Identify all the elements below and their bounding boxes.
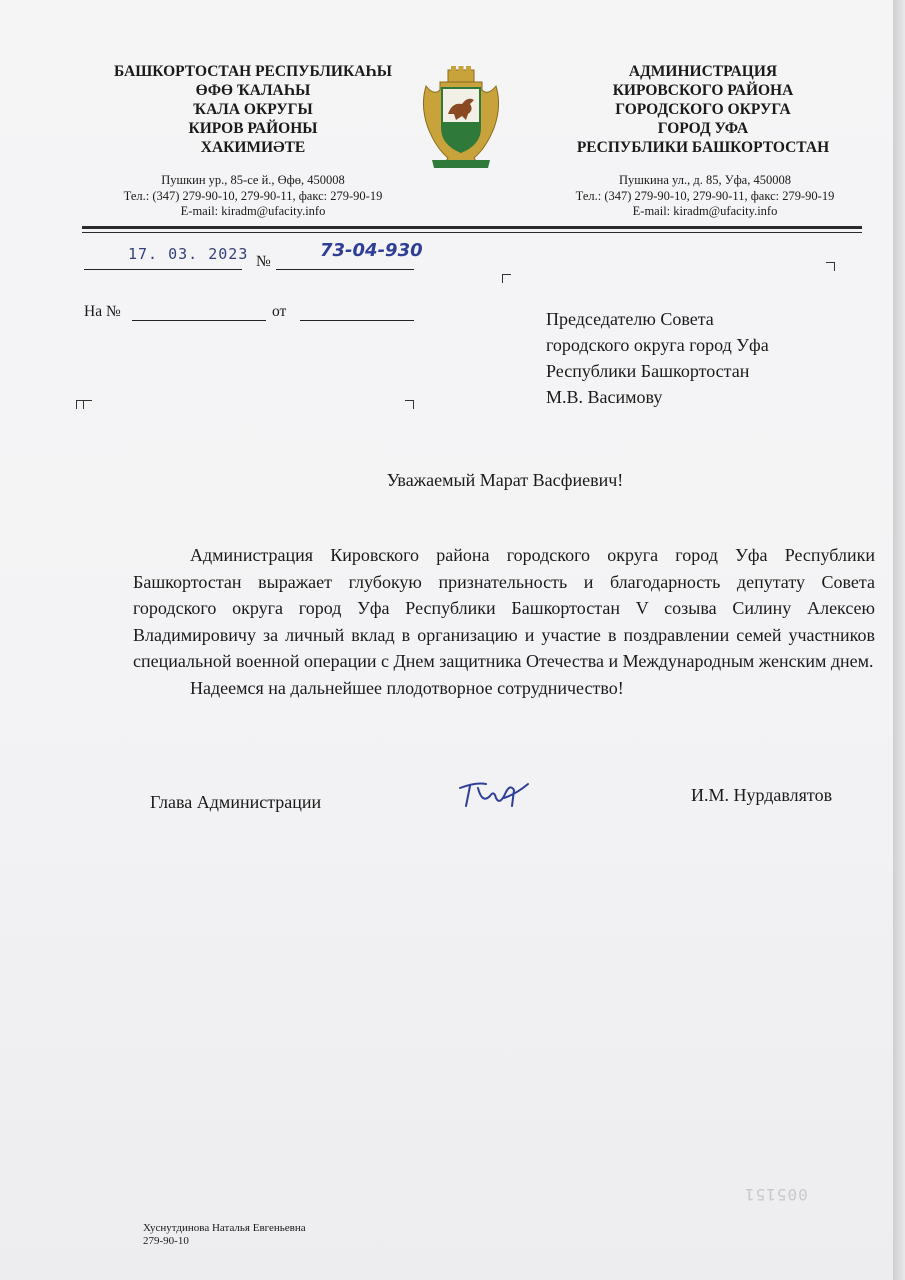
header-right-line: ГОРОД УФА [657,120,749,137]
address-line: E-mail: kiradm@ufacity.info [180,204,326,218]
date-underline [84,269,242,270]
address-line: Пушкин ур., 85-се й., Өфө, 450008 [161,173,345,187]
address-russian [538,173,872,220]
executor-name: Хуснутдинова Наталья Евгеньевна [143,1222,306,1234]
paper-edge [893,0,905,1280]
address-line: Тел.: (347) 279-90-10, 279-90-11, факс: 279-90-19 [575,188,835,203]
header-left-line: ӨФӨ ҠАЛАҺЫ [195,82,311,99]
body-paragraph: Надеемся на дальнейшее плодотворное сотрудничество! [190,677,624,698]
number-label: № [256,253,271,270]
header-left-line: ҠАЛА ОКРУГЫ [193,101,313,118]
recipient-line: городского округа город Уфа [546,335,769,355]
header-left-line: КИРОВ РАЙОНЫ [188,120,318,137]
header-divider-thin [82,232,862,233]
recipient-line: Председателю Совета [546,309,714,329]
recipient-line: Республики Башкортостан [546,361,750,381]
header-right-line: АДМИНИСТРАЦИЯ [628,63,778,80]
header-divider-thick [82,226,862,229]
reference-date-label: от [272,303,287,320]
page-mark: 005151 [744,1185,808,1204]
subject-bracket-right [405,400,414,409]
ufa-coat-of-arms-emblem [418,66,504,170]
recipient-line: М.В. Васимову [546,387,663,407]
recipient-block [546,306,769,410]
signatory-name: И.М. Нурдавлятов [691,785,833,805]
executor-phone: 279-90-10 [143,1235,189,1247]
header-right-line: КИРОВСКОГО РАЙОНА [612,82,794,99]
header-russian-title [548,62,858,157]
subject-bracket-left-2 [83,400,92,409]
address-bracket-top-right [826,262,835,271]
address-line: E-mail: kiradm@ufacity.info [632,204,778,218]
letter-greeting: Уважаемый Марат Васфиевич! [386,470,624,490]
reference-number-underline [132,320,266,321]
address-bracket-top-left [502,274,511,283]
executor-block [143,1222,306,1248]
handwritten-signature [456,776,532,814]
number-underline [276,269,414,270]
address-line: Пушкина ул., д. 85, Уфа, 450008 [619,173,791,187]
outgoing-date-stamp: 17. 03. 2023 [128,245,249,263]
reference-number-label: На № [84,303,121,320]
header-bashkir-title [78,62,428,157]
address-line: Тел.: (347) 279-90-10, 279-90-11, факс: 279-90-19 [123,188,383,203]
signatory-position: Глава Администрации [150,792,322,812]
header-left-line: ХАКИМИӘТЕ [200,139,306,156]
header-right-line: РЕСПУБЛИКИ БАШКОРТОСТАН [576,139,830,156]
address-bashkir [78,173,428,220]
header-right-line: ГОРОДСКОГО ОКРУГА [615,101,791,118]
reference-date-underline [300,320,414,321]
outgoing-number: 73-04-930 [320,240,423,261]
letter-body [133,542,875,701]
body-paragraph: Администрация Кировского района городского округа город Уфа Республики Башкортостан выражает глубокую признательность и благодарность депутату Совета городского округа город Уфа Республики Башкортостан V созыва Силину Алексею Владимировичу за личный вклад в организацию и участие в поздравлении семей участников специальной военной операции с Днем защитника Отечества и Международным женским днем. [133,545,875,671]
header-left-line: БАШКОРТОСТАН РЕСПУБЛИКАҺЫ [113,63,393,80]
